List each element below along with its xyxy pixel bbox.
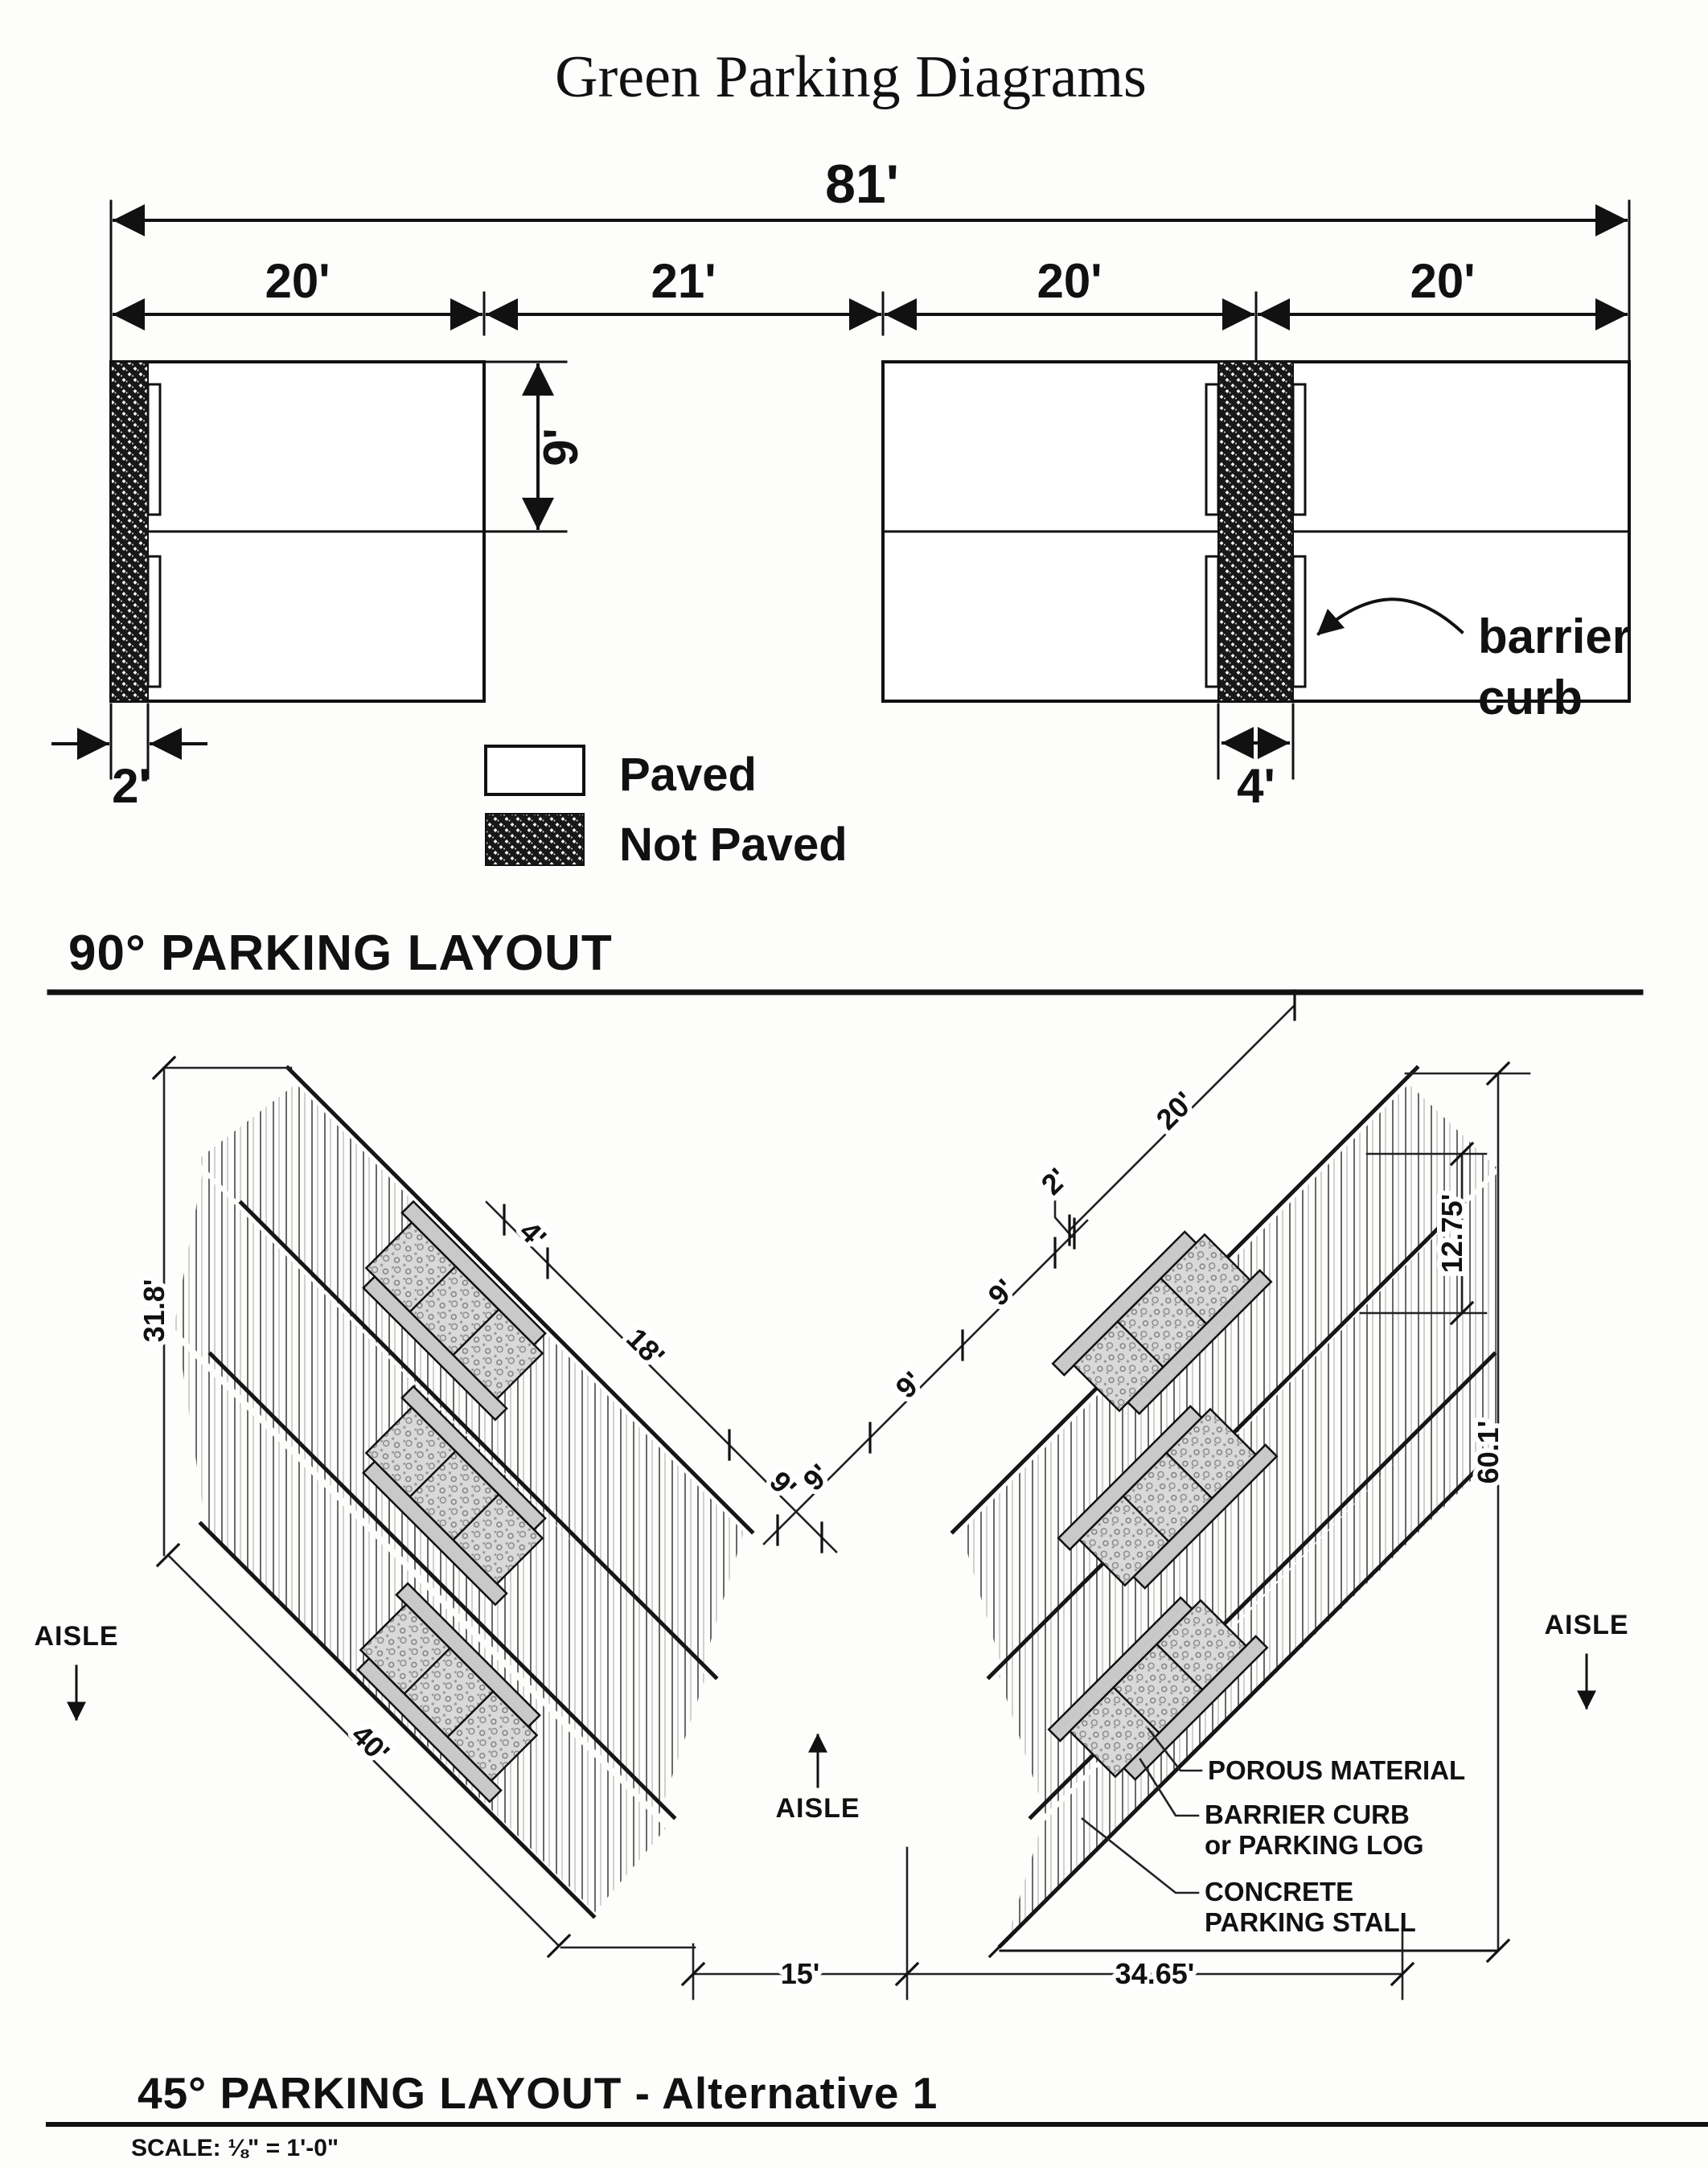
callout-concrete-stall-line2: PARKING STALL: [1205, 1907, 1416, 1937]
dim-label-left-height: 31.8': [138, 1278, 170, 1343]
layout-45-diagram: [34, 991, 1708, 2161]
dim-label-w3: 9': [796, 1457, 836, 1497]
dim-label-w1: 9': [981, 1272, 1021, 1312]
wheel-stop: [148, 384, 160, 515]
callout-barrier-curb-line1: BARRIER CURB: [1205, 1800, 1410, 1829]
dim-label-seg3: 20': [1037, 254, 1102, 308]
dim-label-stall-width-left: 9': [763, 1464, 803, 1504]
aisle-label-right: AISLE: [1544, 1610, 1629, 1640]
heading-45-layout: 45° PARKING LAYOUT - Alternative 1: [138, 2068, 938, 2118]
layout-90-diagram: [50, 154, 1640, 992]
dim-label-stall-depth: 9': [534, 428, 588, 466]
legend-swatch-paved: [486, 746, 584, 794]
dim-label-left-edge: 40': [345, 1718, 396, 1769]
dim-label-w2: 9': [889, 1365, 929, 1405]
right-not-paved-strip: [1218, 362, 1293, 701]
legend-label-not-paved: Not Paved: [619, 819, 848, 871]
dim-label-stall-length: 18': [620, 1321, 671, 1373]
dim-label-seg4: 20': [1410, 254, 1476, 308]
dim-label-curb-offset-right: 2': [1034, 1161, 1074, 1201]
legend: [486, 746, 848, 871]
callout-concrete-stall-line1: CONCRETE: [1205, 1877, 1354, 1906]
wheel-stop: [1206, 556, 1218, 687]
wheel-stop: [1293, 384, 1305, 515]
dim-label-right-strip: 4': [1237, 759, 1275, 813]
dim-label-module: 20': [1149, 1085, 1201, 1136]
aisle-label-left: AISLE: [34, 1621, 119, 1652]
barrier-curb-label-line1: barrier: [1478, 609, 1632, 663]
dim-label-curb-offset: 4': [513, 1214, 553, 1254]
callout-porous-material: POROUS MATERIAL: [1208, 1755, 1466, 1785]
callout-barrier-curb-line2: or PARKING LOG: [1205, 1830, 1424, 1860]
wheel-stop: [1293, 556, 1305, 687]
wheel-stop: [1206, 384, 1218, 515]
barrier-curb-label-line2: curb: [1478, 671, 1583, 724]
dim-label-row-height: 12.75': [1435, 1193, 1468, 1274]
dim-label-total-height: 60.1': [1472, 1420, 1505, 1484]
legend-swatch-not-paved: [486, 814, 584, 865]
left-not-paved-strip: [111, 362, 148, 701]
dim-label-bottom-width: 34.65': [1115, 1957, 1195, 1990]
heading-90-layout: 90° PARKING LAYOUT: [68, 925, 613, 981]
dim-label-center-aisle: 15': [780, 1957, 820, 1990]
dim-label-seg1: 20': [265, 254, 331, 308]
scale-note: SCALE: ⅛" = 1'-0": [131, 2135, 339, 2161]
dim-label-left-strip: 2': [112, 759, 150, 813]
dim-label-overall: 81': [825, 154, 899, 215]
page-title: Green Parking Diagrams: [555, 44, 1147, 110]
aisle-label-center: AISLE: [775, 1793, 860, 1824]
legend-label-paved: Paved: [619, 749, 757, 801]
wheel-stop: [148, 556, 160, 687]
dim-label-seg2: 21': [651, 254, 716, 308]
